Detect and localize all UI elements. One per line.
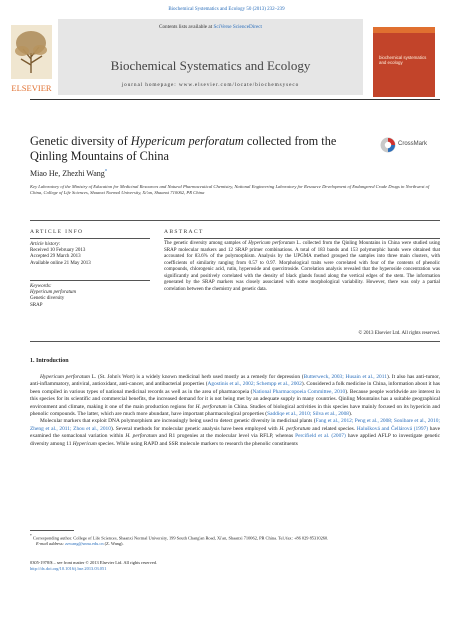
abstract-text: The genetic diversity among samples of Hypericum perforatum L. collected from the Qinling Mountains in China were studied using SRAP molecular markers and 12 SRAP primer combinations. A total of 183 bands and 153 polymorphic bands were obtained that accounted for 83.6% of the polymorphism. Analysis by the UPGMA method grouped the samples into three main clusters, with coefficients of similarity ranging from 0.57 to 0.97. Morphological traits were correlated with four of the contents of phenolic compounds, chlorogenic acid, rutin, hyperoside and quercitroside. Correlation analysis revealed that the hyperoside concentration was significantly and positively correlated with the density of black glands found along the vertical edges of the stem. The information generated by the SRAP markers was closely associated with some morphological variability. However, there was only a partial correlation between the chemistry and genetic data. [164,241,440,292]
accepted-date: Accepted 29 March 2013 [30,254,81,260]
citation-link[interactable]: Halušková and Čellárová (1997) [356,425,429,432]
abstract-heading: ABSTRACT [164,229,204,235]
abstract-bottom-rule [30,341,440,342]
online-date: Available online 21 May 2013 [30,260,91,266]
citation-link[interactable]: Percifield et al. (2007) [295,433,346,440]
cover-title: biochemical systematics and ecology [379,55,427,65]
issn-line: 0305-1978/$ – see front matter © 2013 Elsevier Ltd. All rights reserved. [30,560,158,565]
citation-link[interactable]: Agostinis et al., 2002; Schempp et al., 2002 [207,381,302,388]
received-date: Received 10 February 2013 [30,248,86,254]
citation-link[interactable]: Fang et al., 2012; Peng et al., 2008; Sonibare et al., 2010; Zheng et al., 2011; Zhou et al., 2010 [30,418,440,432]
article-title: Genetic diversity of Hypericum perforatum collected from the Qinling Mountains of China [30,134,337,163]
contents-line [58,24,363,30]
copyright-doi-block [30,560,330,571]
info-top-rule [30,220,440,221]
article-history [30,242,150,267]
email-link[interactable]: zzwang@snnu.edu.cn [65,541,104,547]
info-head-rule [30,238,150,239]
sciencedirect-link[interactable]: SciVerse ScienceDirect [213,24,262,30]
corresponding-author-footnote: * Corresponding author. College of Life Sciences, Shaanxi Normal University, 199 South Chang'an Road, Xi'an, Shaanxi 710062, PR China. Tel./fax: +86 029 85310260. E-mail address: zzwang@snnu.edu.cn (Z. Wang). [30,534,329,547]
author-footnote-mark[interactable]: * [104,169,108,175]
journal-cover [373,27,435,97]
author-list: Miao He, Zhezhi Wang* [30,169,108,178]
author-affiliation: Key Laboratory of the Ministry of Education for Medicinal Resources and Natural Pharmaceutical Chemistry, National Engineering Laboratory for Resource Development of Endangered Crude Drugs in Northwest of China, College of Life Sciences, Shaanxi Normal University, Xi'an, Shaanxi 710062, PR China [30,184,430,195]
introduction-heading: 1. Introduction [30,358,69,364]
header-rule [30,99,440,100]
journal-name: Biochemical Systematics and Ecology [110,58,311,73]
keywords-label: Keywords: [30,284,52,289]
keyword: Hypericum perforatum [30,290,76,296]
keywords-block [30,284,150,309]
crossmark-icon [380,137,396,153]
intro-paragraph-1: Hypericum perforatum L. (St. John's Wort) is a widely known medicinal herb used mostly as a remedy for depression (Butterweck, 2003; Husain et al., 2011). It also has anti-tumor, anti-inflammatory, antiviral, antioxidant, anti-cancer, and antibacterial properties (Agostinis et al., 2002; Schempp et al., 2002). Considered a folk medicine in China, information about it has been compiled in various types of national medicinal records as well as in the area of pharmacopeia (National Pharmacopoeia Committee, 2010). Because people worldwide are interest in this species for its scientific and commercial benefits, the increased demand for it is not being met by an adequate supply in many countries. Qinling Mountains has a suitable geographical environment and climate, making it one of the main production regions for H. perforatum in China. Studies of biological activities in this species have mainly focused on its hypericin and phenolic compounds. The latter, which are much more abundant, have important pharmacological properties (Saddiqe et al., 2010; Silva et al., 2008). [30,374,440,418]
cover-band [373,27,435,33]
crossmark-badge[interactable] [380,137,440,153]
introduction-body [30,374,440,448]
keyword: Genetic diversity [30,296,65,302]
doi-link[interactable]: http://dx.doi.org/10.1016/j.bse.2013.03.051 [30,565,107,571]
crossmark-label: CrossMark [398,141,428,147]
keywords-rule [30,280,150,281]
citation-link[interactable]: Saddiqe et al., 2010; Silva et al., 2008 [267,411,349,418]
keyword: SRAP [30,302,43,308]
elsevier-tree-logo [9,23,54,95]
abstract-head-rule [164,238,440,239]
intro-paragraph-2: Molecular markers that exploit DNA polymorphism are increasingly being used to detect genetic diversity in medicinal plants (Fang et al., 2012; Peng et al., 2008; Sonibare et al., 2010; Zheng et al., 2011; Zhou et al., 2010). Several methods for molecular genetic analysis have been employed with H. perforatum and related species. Halušková and Čellárová (1997) have examined the somaclonal variation within H. perforatum and R1 progenies at the molecular level via RFLP, whereas Percifield et al. (2007) have applied AFLP to investigate genetic diversity among 11 Hypericum species. While using RAPD and SSR molecule markers to research the phenolic constituents [30,418,441,447]
article-info-heading: ARTICLE INFO [30,229,84,235]
history-label: Article history: [30,242,61,247]
citation-link[interactable]: Butterweck, 2003; Husain et al., 2011 [303,374,387,380]
contents-prefix: Contents lists available at [158,24,214,30]
journal-citation[interactable]: Biochemical Systematics and Ecology 50 (2013) 232–239 [168,7,285,12]
journal-homepage[interactable]: journal homepage: www.elsevier.com/locate/biochemsyseco [121,82,300,88]
abstract-copyright: © 2013 Elsevier Ltd. All rights reserved. [358,331,440,336]
citation-link[interactable]: National Pharmacopoeia Committee, 2010 [252,388,346,395]
footnote-rule [30,530,74,531]
publisher-name: ELSEVIER [11,83,52,93]
